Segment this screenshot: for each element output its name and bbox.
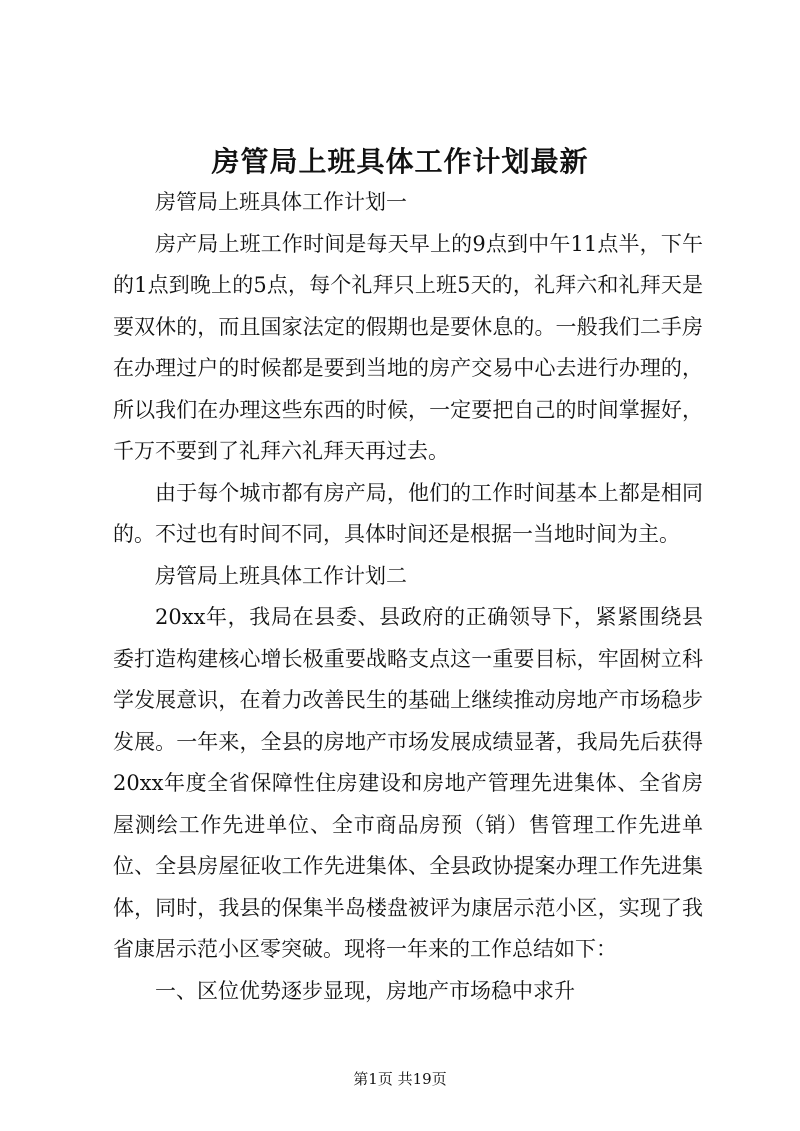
section-heading-plan-two: 房管局上班具体工作计划二	[155, 563, 407, 588]
paragraph-city-bureaus: 由于每个城市都有房产局，他们的工作时间基本上都是相同的。不过也有时间不同，具体时间还是根据一当地时间为主。	[113, 480, 703, 546]
section-heading-item-one: 一、区位优势逐步显现，房地产市场稳中求升	[155, 978, 575, 1003]
document-title: 房管局上班具体工作计划最新	[211, 145, 589, 178]
document-body	[113, 182, 703, 1012]
paragraph-annual-summary: 20xx年，我局在县委、县政府的正确领导下，紧紧围绕县委打造构建核心增长极重要战略支点这一重要目标，牢固树立科学发展意识，在着力改善民生的基础上继续推动房地产市场稳步发展。一年来，全县的房地产市场发展成绩显著，我局先后获得20xx年度全省保障性住房建设和房地产管理先进集体、全省房屋测绘工作先进单位、全市商品房预（销）售管理工作先进单位、全县房屋征收工作先进集体、全县政协提案办理工作先进集体，同时，我县的保集半岛楼盘被评为康居示范小区，实现了我省康居示范小区零突破。现将一年来的工作总结如下：	[113, 605, 703, 961]
paragraph-working-hours: 房产局上班工作时间是每天早上的9点到中午11点半，下午的1点到晚上的5点，每个礼拜只上班5天的，礼拜六和礼拜天是要双休的，而且国家法定的假期也是要休息的。一般我们二手房在办理过户的时候都是要到当地的房产交易中心去进行办理的，所以我们在办理这些东西的时候，一定要把自己的时间掌握好，千万不要到了礼拜六礼拜天再过去。	[113, 231, 703, 463]
page-number: 第1页 共19页	[353, 1070, 447, 1088]
section-heading-plan-one: 房管局上班具体工作计划一	[155, 190, 407, 214]
